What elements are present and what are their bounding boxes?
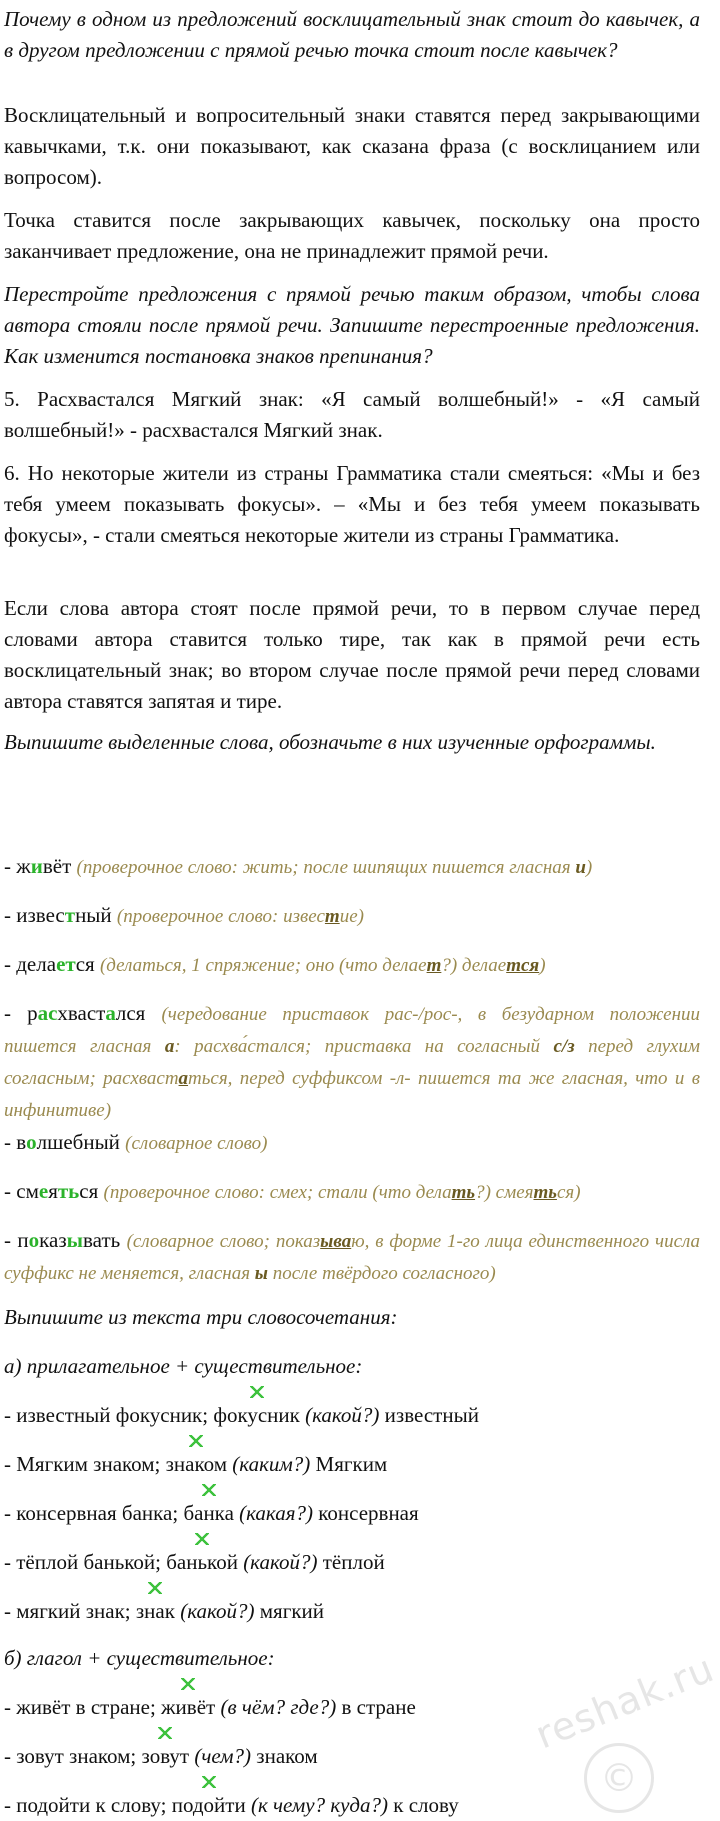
phrase-item: - живёт в стране; живёт (в чём? где?) в стране <box>4 1692 700 1723</box>
head-word: банка <box>183 1498 233 1529</box>
head-word: подойти <box>172 1790 246 1821</box>
question: (чем?) <box>194 1744 252 1768</box>
orthogram-item <box>4 900 700 932</box>
orthogram-note: (словарное слово) <box>125 1133 268 1154</box>
question: (какой?) <box>305 1403 380 1427</box>
orthogram-item <box>4 998 700 1126</box>
phrase-item: - консервная банка; банка (какая?) консервная <box>4 1498 700 1529</box>
head-word: банькой <box>166 1547 238 1578</box>
question: (к чему? куда?) <box>250 1793 389 1817</box>
head-word: фокусник <box>213 1400 300 1431</box>
orthogram-note: (проверочное слово: смех; стали (что делать?) смеяться) <box>103 1182 581 1203</box>
subheading-b: б) глагол + существительное: <box>4 1646 275 1670</box>
orthogram-word: - живёт <box>4 854 72 878</box>
question: (в чём? где?) <box>220 1695 337 1719</box>
phrase-item: - мягкий знак; знак (какой?) мягкий <box>4 1596 700 1627</box>
head-word: зовут <box>142 1741 190 1772</box>
head-word: знак <box>136 1596 175 1627</box>
sentence-5: 5. Расхвастался Мягкий знак: «Я самый волшебный!» - «Я самый волшебный!» - расхвастался Мягкий знак. <box>4 387 700 442</box>
question-4: Выпишите из текста три словосочетания: <box>4 1305 398 1329</box>
phrase-item: - известный фокусник; фокусник (какой?) известный <box>4 1400 700 1431</box>
head-word: знаком <box>166 1449 227 1480</box>
orthogram-item <box>4 851 700 883</box>
question-1: Почему в одном из предложений восклицательный знак стоит до кавычек, а в другом предложении с прямой речью точка стоит после кавычек? <box>4 7 700 62</box>
orthogram-word: - показывать <box>4 1228 121 1252</box>
question: (какой?) <box>243 1550 318 1574</box>
orthogram-item <box>4 949 700 981</box>
answer-3: Если слова автора стоят после прямой речи, то в первом случае перед словами автора ставится только тире, так как в прямой речи есть восклицательный знак; во втором случае после прямой речи перед словами автора ставятся запятая и тире. <box>4 596 700 713</box>
orthogram-note: (словарное слово; показываю, в форме 1-го лица единственного числа суффикс не меняется, гласная ы после твёрдого согласного) <box>4 1231 701 1284</box>
question-3: Выпишите выделенные слова, обозначьте в них изученные орфограммы. <box>4 730 656 754</box>
orthogram-item <box>4 1176 700 1208</box>
head-word: живёт <box>161 1692 215 1723</box>
subheading-a: а) прилагательное + существительное: <box>4 1354 363 1378</box>
orthogram-word: - известный <box>4 903 112 927</box>
watermark-copyright: © <box>584 1743 654 1813</box>
question: (какая?) <box>239 1501 313 1525</box>
phrase-item: - Мягким знаком; знаком (каким?) Мягким <box>4 1449 700 1480</box>
orthogram-note: (делаться, 1 спряжение; оно (что делает?) делается) <box>99 955 546 976</box>
orthogram-word: - расхвастался <box>4 1001 146 1025</box>
orthogram-word: - смеяться <box>4 1179 99 1203</box>
orthogram-item <box>4 1225 700 1289</box>
question: (каким?) <box>232 1452 311 1476</box>
orthogram-note: (проверочное слово: жить; после шипящих пишется гласная и) <box>76 857 593 878</box>
orthogram-word: - делается <box>4 952 95 976</box>
orthogram-note: (проверочное слово: известие) <box>116 906 364 927</box>
phrase-item: - зовут знаком; зовут (чем?) знаком <box>4 1741 700 1772</box>
answer-2: Точка ставится после закрывающих кавычек, поскольку она просто заканчивает предложение, она не принадлежит прямой речи. <box>4 208 700 263</box>
orthogram-word: - волшебный <box>4 1130 120 1154</box>
orthogram-note: (чередование приставок рас-/рос-, в безударном положении пишется гласная а: расхва́стался; приставка на согласный с/з перед глухим согласным; расхвастаться, перед суффиксом -л- пишется та же гласная, что и в инфинитиве) <box>4 1004 700 1121</box>
sentence-6: 6. Но некоторые жители из страны Грамматика стали смеяться: «Мы и без тебя умеем показывать фокусы». – «Мы и без тебя умеем показывать фокусы», - стали смеяться некоторые жители из страны Грамматика. <box>4 461 700 547</box>
orthogram-item <box>4 1127 700 1159</box>
phrase-item: - тёплой банькой; банькой (какой?) тёплой <box>4 1547 700 1578</box>
phrase-item: - подойти к слову; подойти (к чему? куда?) к слову <box>4 1790 700 1821</box>
answer-1: Восклицательный и вопросительный знаки ставятся перед закрывающими кавычками, т.к. они показывают, как сказана фраза (с восклицанием или вопросом). <box>4 103 700 189</box>
watermark-text: reshak.ru <box>529 1646 720 1758</box>
question-2: Перестройте предложения с прямой речью таким образом, чтобы слова автора стояли после прямой речи. Запишите перестроенные предложения. Как изменится постановка знаков препинания? <box>4 282 700 368</box>
question: (какой?) <box>180 1599 255 1623</box>
